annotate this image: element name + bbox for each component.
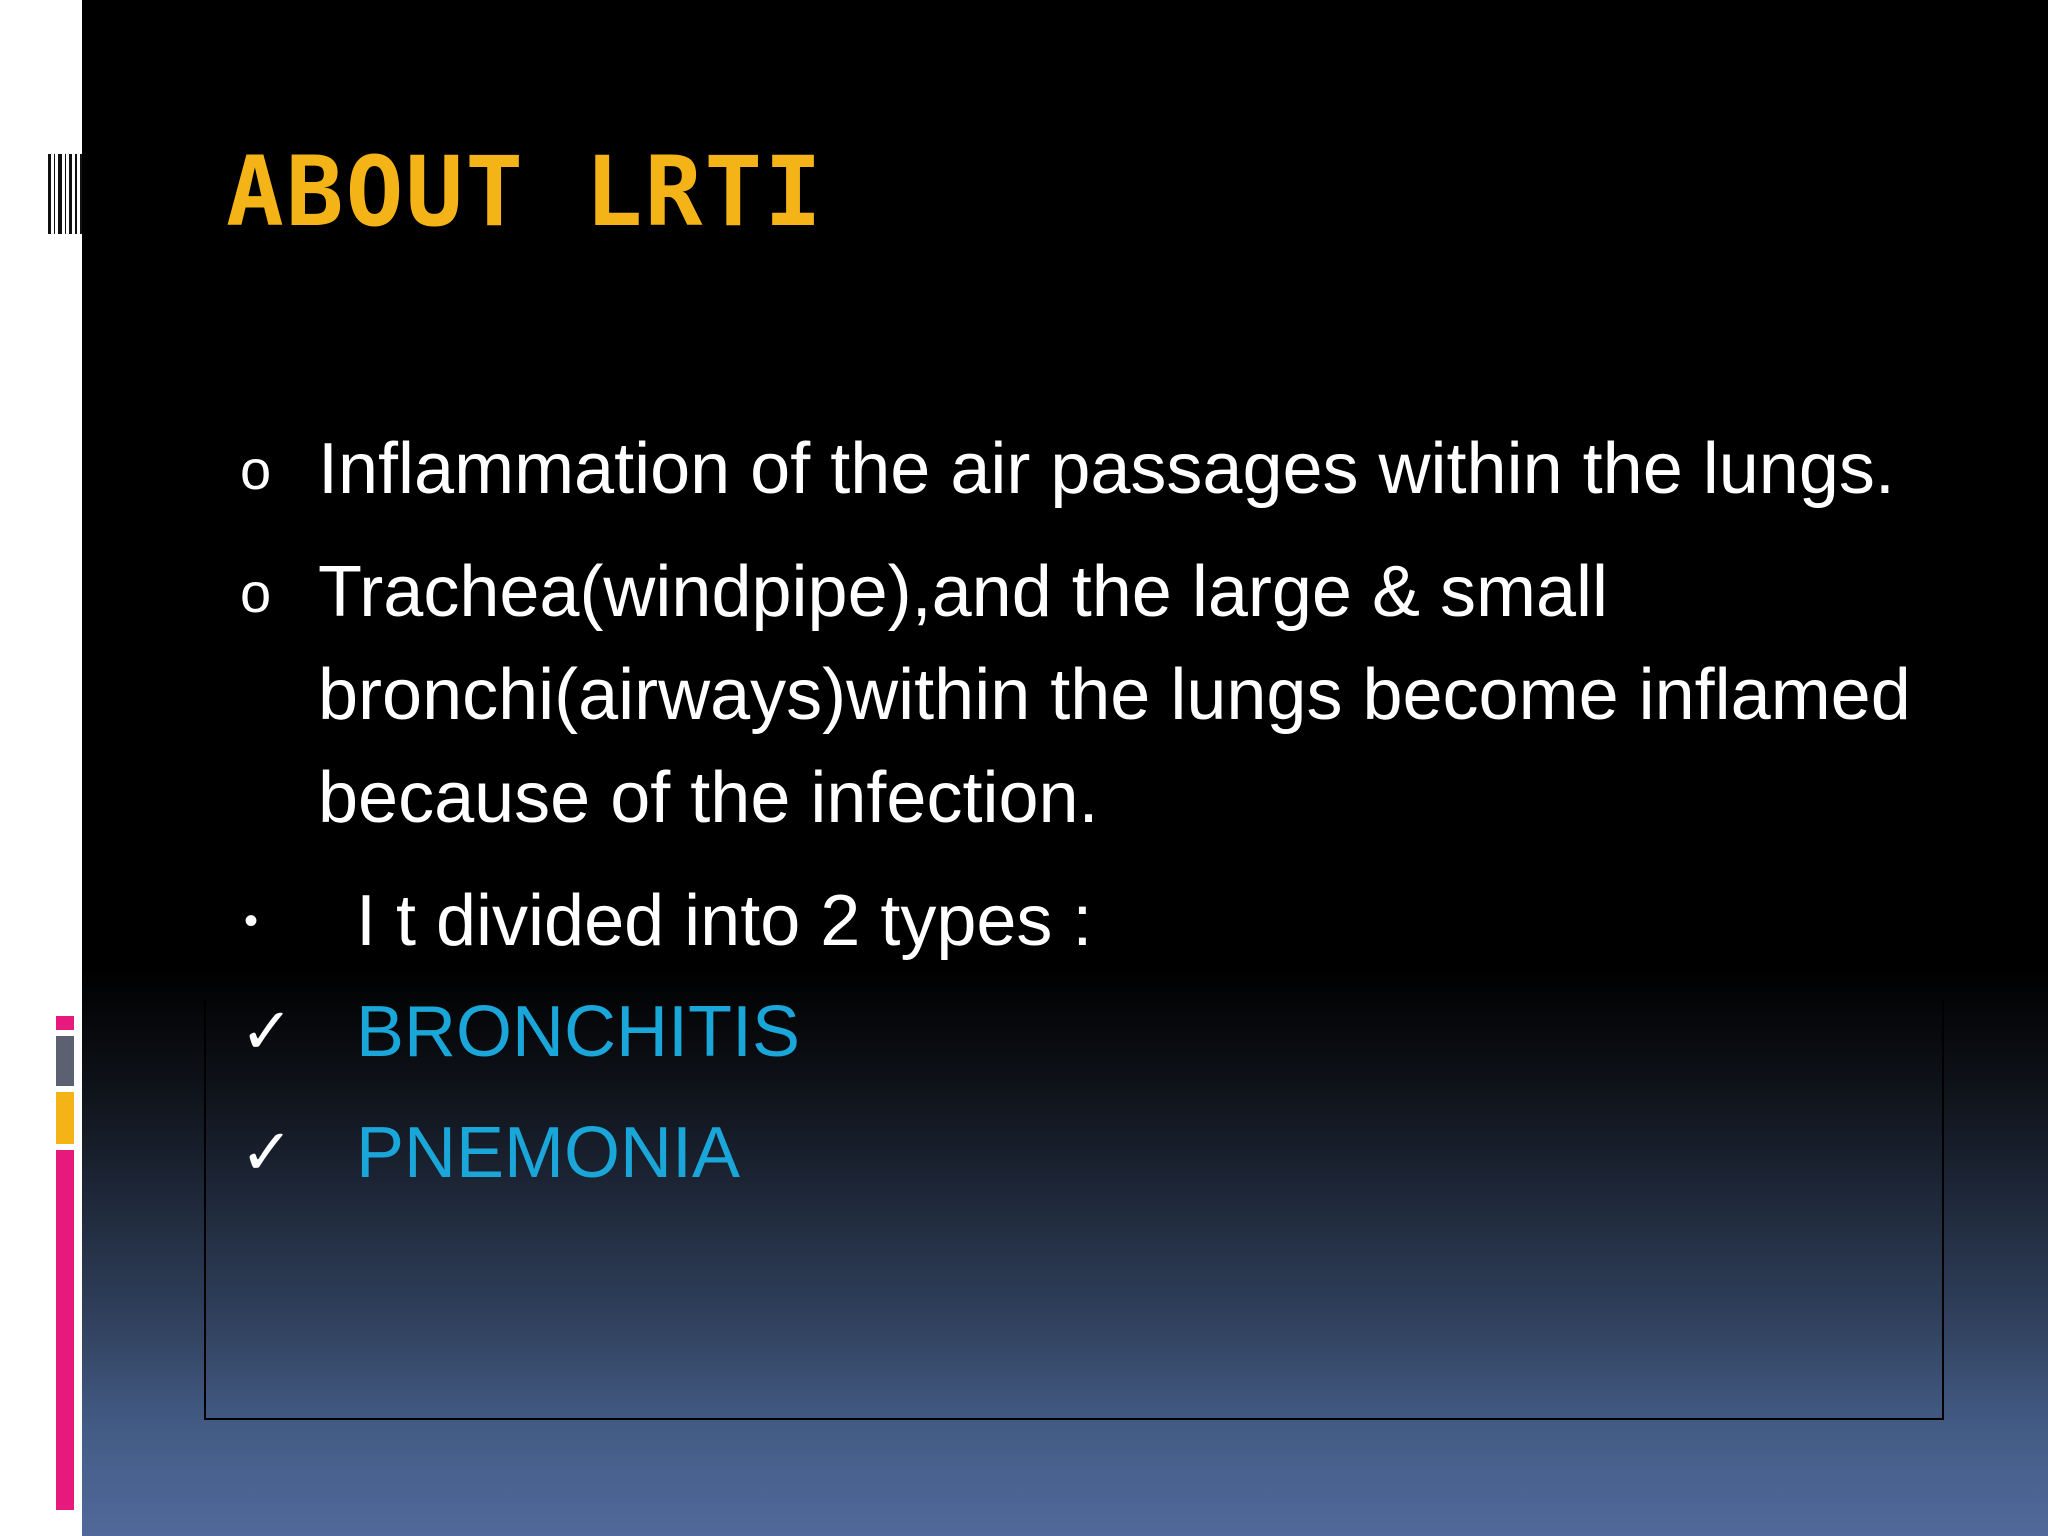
list-item-text: PNEMONIA: [356, 1113, 741, 1193]
accent-color-bars: [56, 1016, 74, 1510]
list-item: [240, 870, 1940, 973]
list-item-text: I t divided into 2 types :: [356, 881, 1093, 961]
list-item-text: BRONCHITIS: [356, 992, 801, 1072]
circle-bullet-icon: o: [240, 438, 272, 501]
checkmark-icon: ✓: [240, 995, 294, 1069]
barcode-decoration: [48, 154, 82, 234]
list-item: [240, 981, 1940, 1084]
list-item: [240, 541, 1940, 850]
slide-body: [240, 418, 1940, 1223]
left-decoration-strip: [0, 0, 82, 1536]
list-item-text: Trachea(windpipe),and the large & small bronchi(airways)within the lungs become inflamed because of the infection.: [318, 552, 1911, 838]
list-item: [240, 418, 1940, 521]
dot-bullet-icon: •: [244, 899, 259, 943]
slide-title: ABOUT LRTI: [226, 136, 824, 248]
checkmark-icon: ✓: [240, 1116, 294, 1190]
circle-bullet-icon: o: [240, 561, 272, 624]
list-item: [240, 1102, 1940, 1205]
list-item-text: Inflammation of the air passages within the lungs.: [318, 429, 1895, 509]
